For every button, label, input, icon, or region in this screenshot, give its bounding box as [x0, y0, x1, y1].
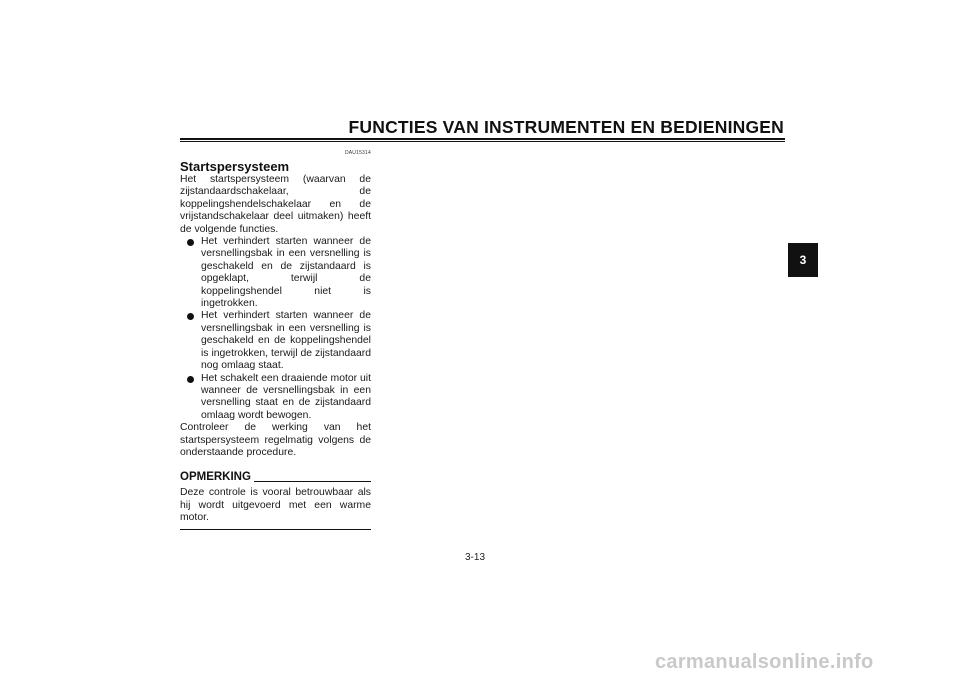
list-item	[180, 310, 371, 372]
list-item	[180, 236, 371, 310]
outro-paragraph: Controleer de werking van het startspersysteem regelmatig volgens de onderstaande procedure.	[180, 422, 371, 458]
bullet-icon	[187, 376, 194, 383]
watermark-link[interactable]: carmanualsonline.info	[655, 651, 874, 673]
list-item-text: Het verhindert starten wanneer de versnellingsbak in een versnelling is geschakeld en de koppelingshendel is ingetrokken, terwijl de zijstandaard nog omlaag staat.	[201, 310, 371, 372]
header-rule	[180, 138, 785, 140]
chapter-tab: 3	[788, 243, 818, 277]
list-item-text: Het schakelt een draaiende motor uit wanneer de versnellingsbak in een versnelling staat en de zijstandaard omlaag wordt bewogen.	[201, 372, 371, 421]
note-header	[180, 471, 371, 484]
section-code: DAU15314	[344, 150, 371, 156]
note-end-rule	[180, 529, 371, 530]
header-rule-thin	[180, 141, 785, 142]
note-text: Deze controle is vooral betrouwbaar als hij wordt uitgevoerd met een warme motor.	[180, 487, 371, 524]
intro-paragraph: Het startspersysteem (waarvan de zijstandaardschakelaar, de koppelingshendelschakelaar en de vrijstandschakelaar deel uitmaken) heeft de volgende functies.	[180, 174, 371, 235]
note-label: OPMERKING	[180, 471, 251, 484]
page-number: 3-13	[465, 552, 486, 563]
content-column	[180, 150, 371, 530]
bullet-icon	[187, 239, 194, 246]
bullet-icon	[187, 313, 194, 320]
note-header-rule	[254, 481, 371, 482]
list-item	[180, 373, 371, 423]
function-list	[180, 236, 371, 422]
page-header-title: FUNCTIES VAN INSTRUMENTEN EN BEDIENINGEN	[348, 117, 784, 137]
section-title: Startspersysteem	[180, 159, 290, 174]
list-item-text: Het verhindert starten wanneer de versnellingsbak in een versnelling is geschakeld en de zijstandaard is opgeklapt, terwijl de koppelingshendel niet is ingetrokken.	[201, 236, 371, 310]
